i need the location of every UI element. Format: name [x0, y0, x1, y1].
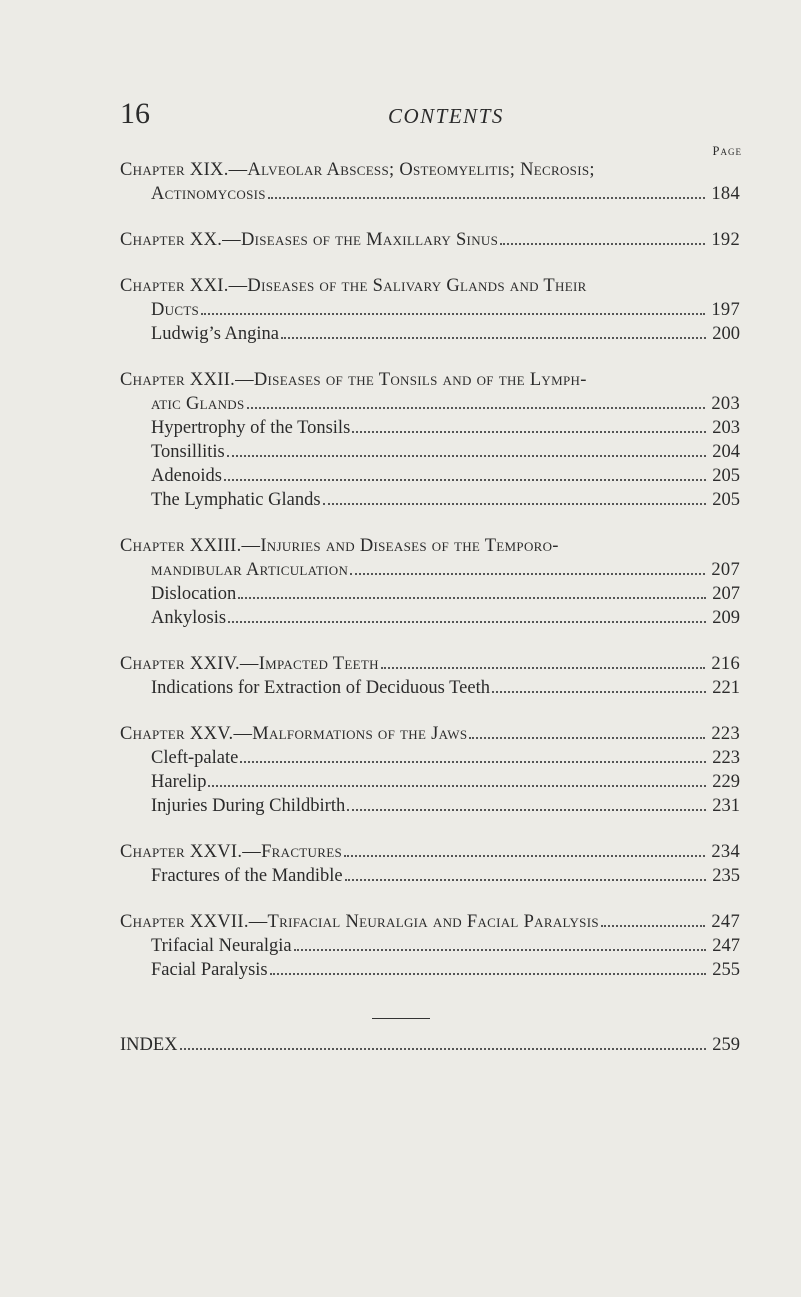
index-page: 259 [712, 1035, 740, 1055]
subsection-title: Dislocation [151, 584, 237, 604]
chapter-page: 223 [711, 724, 740, 744]
page-number: 16 [120, 97, 150, 130]
subsection-title: Harelip [151, 772, 207, 792]
chapter-page: 192 [711, 230, 740, 250]
subsection-entry [120, 796, 740, 820]
dot-leader [180, 1048, 707, 1050]
page-column-label: Page [712, 144, 742, 158]
chapter-page: 207 [711, 560, 740, 580]
dot-leader [201, 313, 705, 315]
subsection-page: 203 [712, 418, 740, 438]
chapter-entry-continuation [120, 300, 740, 324]
chapter-entry [120, 370, 740, 394]
subsection-entry [120, 442, 740, 466]
chapter-title: Chapter XIX.—Alveolar Abscess; Osteomyelitis; Necrosis; [120, 160, 595, 180]
dot-leader [281, 337, 706, 339]
chapter-entry [120, 912, 740, 936]
page-title: CONTENTS [388, 104, 504, 128]
subsection-entry [120, 936, 740, 960]
dot-leader [208, 785, 706, 787]
dot-leader [345, 879, 707, 881]
subsection-entry [120, 324, 740, 348]
chapter-section [120, 724, 740, 820]
chapter-entry [120, 276, 740, 300]
subsection-page: 223 [712, 748, 740, 768]
subsection-entry [120, 678, 740, 702]
chapter-title: Chapter XXVI.—Fractures [120, 842, 342, 862]
chapter-title: Actinomycosis [151, 184, 266, 204]
subsection-entry [120, 490, 740, 514]
subsection-title: Facial Paralysis [151, 960, 268, 980]
index-entry [120, 1035, 740, 1059]
subsection-page: 229 [712, 772, 740, 792]
subsection-page: 221 [712, 678, 740, 698]
chapter-entry [120, 536, 740, 560]
dot-leader [227, 455, 707, 457]
dot-leader [240, 761, 706, 763]
dot-leader [469, 737, 705, 739]
dot-leader [352, 431, 706, 433]
dot-leader [492, 691, 706, 693]
subsection-entry [120, 584, 740, 608]
chapter-title: Chapter XXIII.—Injuries and Diseases of the Temporo- [120, 536, 559, 556]
subsection-page: 207 [712, 584, 740, 604]
subsection-entry [120, 772, 740, 796]
dot-leader [270, 973, 707, 975]
chapter-section [120, 654, 740, 702]
chapter-section [120, 536, 740, 632]
subsection-page: 205 [712, 490, 740, 510]
chapter-title: Chapter XXII.—Diseases of the Tonsils and of the Lymph- [120, 370, 587, 390]
chapter-section [120, 230, 740, 254]
dot-leader [238, 597, 706, 599]
dot-leader [228, 621, 706, 623]
chapter-title: Chapter XXV.—Malformations of the Jaws [120, 724, 468, 744]
chapter-title: Chapter XXIV.—Impacted Teeth [120, 654, 379, 674]
chapter-page: 197 [711, 300, 740, 320]
chapter-page: 203 [711, 394, 740, 414]
chapter-title: Chapter XXI.—Diseases of the Salivary Glands and Their [120, 276, 587, 296]
chapter-entry [120, 724, 740, 748]
dot-leader [381, 667, 706, 669]
dot-leader [347, 809, 706, 811]
subsection-page: 204 [712, 442, 740, 462]
running-header [120, 96, 740, 136]
chapter-page: 234 [711, 842, 740, 862]
chapter-section [120, 370, 740, 514]
index-label: INDEX [120, 1035, 178, 1055]
subsection-page: 247 [712, 936, 740, 956]
subsection-entry [120, 608, 740, 632]
subsection-title: Cleft-palate [151, 748, 239, 768]
chapter-title: Chapter XX.—Diseases of the Maxillary Sinus [120, 230, 499, 250]
subsection-title: Ankylosis [151, 608, 227, 628]
chapter-page: 216 [711, 654, 740, 674]
subsection-title: The Lymphatic Glands [151, 490, 321, 510]
chapter-entry [120, 160, 740, 184]
chapter-entry [120, 230, 740, 254]
dot-leader [344, 855, 705, 857]
chapter-section [120, 160, 740, 208]
dot-leader [350, 573, 705, 575]
subsection-page: 231 [712, 796, 740, 816]
chapter-section [120, 842, 740, 890]
chapter-entry-continuation [120, 560, 740, 584]
chapter-entry-continuation [120, 184, 740, 208]
subsection-page: 255 [712, 960, 740, 980]
subsection-title: Indications for Extraction of Deciduous Teeth [151, 678, 490, 698]
dot-leader [500, 243, 705, 245]
subsection-entry [120, 866, 740, 890]
chapter-title: Ducts [151, 300, 200, 320]
subsection-title: Ludwig’s Angina [151, 324, 279, 344]
chapter-section [120, 912, 740, 984]
chapter-entry [120, 842, 740, 866]
dot-leader [268, 197, 706, 199]
chapter-page: 184 [711, 184, 740, 204]
index-divider [372, 1018, 430, 1019]
dot-leader [247, 407, 706, 409]
subsection-page: 205 [712, 466, 740, 486]
subsection-title: Hypertrophy of the Tonsils [151, 418, 351, 438]
chapter-title: mandibular Articulation [151, 560, 349, 580]
subsection-title: Fractures of the Mandible [151, 866, 343, 886]
subsection-page: 200 [712, 324, 740, 344]
subsection-title: Injuries During Childbirth [151, 796, 346, 816]
table-of-contents [120, 160, 740, 984]
chapter-entry-continuation [120, 394, 740, 418]
subsection-title: Trifacial Neuralgia [151, 936, 292, 956]
dot-leader [323, 503, 707, 505]
chapter-title: atic Glands [151, 394, 245, 414]
dot-leader [294, 949, 707, 951]
dot-leader [224, 479, 706, 481]
chapter-section [120, 276, 740, 348]
subsection-title: Tonsillitis [151, 442, 225, 462]
subsection-entry [120, 960, 740, 984]
subsection-page: 209 [712, 608, 740, 628]
subsection-entry [120, 466, 740, 490]
dot-leader [601, 925, 705, 927]
chapter-title: Chapter XXVII.—Trifacial Neuralgia and Facial Paralysis [120, 912, 599, 932]
chapter-entry [120, 654, 740, 678]
chapter-page: 247 [711, 912, 740, 932]
subsection-entry [120, 418, 740, 442]
subsection-entry [120, 748, 740, 772]
subsection-page: 235 [712, 866, 740, 886]
subsection-title: Adenoids [151, 466, 222, 486]
